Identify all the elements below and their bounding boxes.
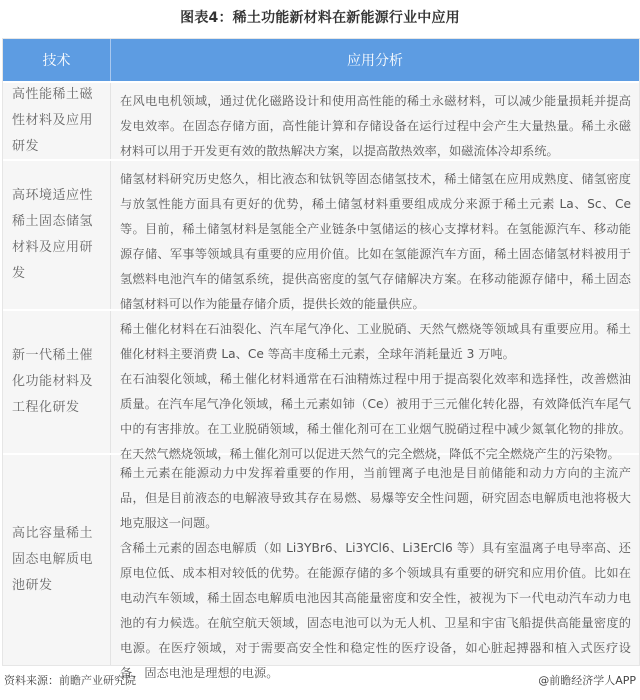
analysis-paragraph: 储氢材料研究历史悠久，相比液态和钛钒等固态储氢技术，稀土储氢在应用成熟度、储氢密度与放氢性能方面具有更好的优势，稀土储氢材料重要组成成分来源于稀土元素 La、Sc、Ce 等。目前，稀土储氢材料是氢能全产业链条中氢储运的核心支撑材料。在氢能源汽车、移动能源存储、军事等领域具有重要的应用价值。比如在氢能源汽车方面，稀土固态储氢材料被用于氢燃料电池汽车的储氢系统，提供高密度的氢气存储解决方案。在移动能源存储中，稀土固态储氢材料可以作为能量存储介质，提供长效的能量供应。 <box>120 172 631 311</box>
analysis-cell <box>111 455 639 680</box>
analysis-cell <box>111 83 639 159</box>
table-row <box>3 81 639 159</box>
analysis-paragraph: 在石油裂化领域，稀土催化材料通常在石油精炼过程中用于提高裂化效率和选择性，改善燃油质量。在汽车尾气净化领域，稀土元素如铈（Ce）被用于三元催化转化器，有效降低汽车尾气中的有害排放。在工业脱硝领域，稀土催化剂可在工业烟气脱硝过程中减少氮氧化物的排放。在天然气燃烧领域，稀土催化剂可以促进天然气的完全燃烧，降低不完全燃烧产生的污染物。 <box>120 372 631 461</box>
analysis-cell <box>111 311 639 461</box>
table-row <box>3 453 639 680</box>
figure-title: 图表4：稀土功能新材料在新能源行业中应用 <box>180 10 460 26</box>
analysis-paragraph: 在风电电机领域，通过优化磁路设计和使用高性能的稀土永磁材料，可以减少能量损耗并提高发电效率。在固态存储方面，高性能计算和存储设备在运行过程中会产生大量热量。稀土永磁材料可以用于开发更有效的散热解决方案，以提高散热效率，如磁流体冷却系统。 <box>120 94 631 158</box>
table-row <box>3 159 639 309</box>
analysis-paragraph: 含稀土元素的固态电解质（如 Li3YBr6、Li3YCl6、Li3ErCl6 等）具有室温离子电导率高、还原电位低、成本相对较低的优势。在能源存储的多个领域具有重要的研究和应用价值。比如在电动汽车领域，稀土固态电解质电池因其高能量密度和安全性，被视为下一代电动汽车动力电池的有力候选。在航空航天领域，固态电池可以为无人机、卫星和宇宙飞船提供高能量密度的电源。在医疗领域，对于需要高安全性和稳定性的医疗设备，如心脏起搏器和植入式医疗设备，固态电池是理想的电源。 <box>120 541 631 680</box>
tech-cell <box>3 311 111 453</box>
header-analysis: 应用分析 <box>347 53 403 69</box>
header-tech: 技术 <box>3 39 111 81</box>
source-note: 资料来源：前瞻产业研究院 <box>4 674 136 687</box>
analysis-cell <box>111 161 639 309</box>
application-table <box>2 38 640 680</box>
analysis-paragraph: 稀土催化材料在石油裂化、汽车尾气净化、工业脱硝、天然气燃烧等领域具有重要应用。稀土催化材料主要消费 La、Ce 等高丰度稀土元素，全球年消耗量近 3 万吨。 <box>120 322 631 361</box>
tech-label: 高环境适应性稀土固态储氢材料及应用研发 <box>12 188 94 281</box>
footer <box>4 670 636 690</box>
analysis-paragraph: 稀土元素在能源动力中发挥着重要的作用，当前锂离子电池是目前储能和动力方向的主流产品，但是目前液态的电解液导致其存在易燃、易爆等安全性问题，研究固态电解质电池将极大地克服这一问题。 <box>120 466 631 530</box>
tech-cell <box>3 83 111 159</box>
table-row <box>3 309 639 461</box>
tech-label: 新一代稀土催化功能材料及工程化研发 <box>12 348 94 415</box>
tech-label: 高性能稀土磁性材料及应用研发 <box>12 87 94 154</box>
tech-label: 高比容量稀土固态电解质电池研发 <box>12 526 94 593</box>
credit-note: @前瞻经济学人APP <box>538 674 636 687</box>
tech-cell <box>3 455 111 665</box>
tech-cell <box>3 161 111 309</box>
table-header <box>3 39 639 81</box>
